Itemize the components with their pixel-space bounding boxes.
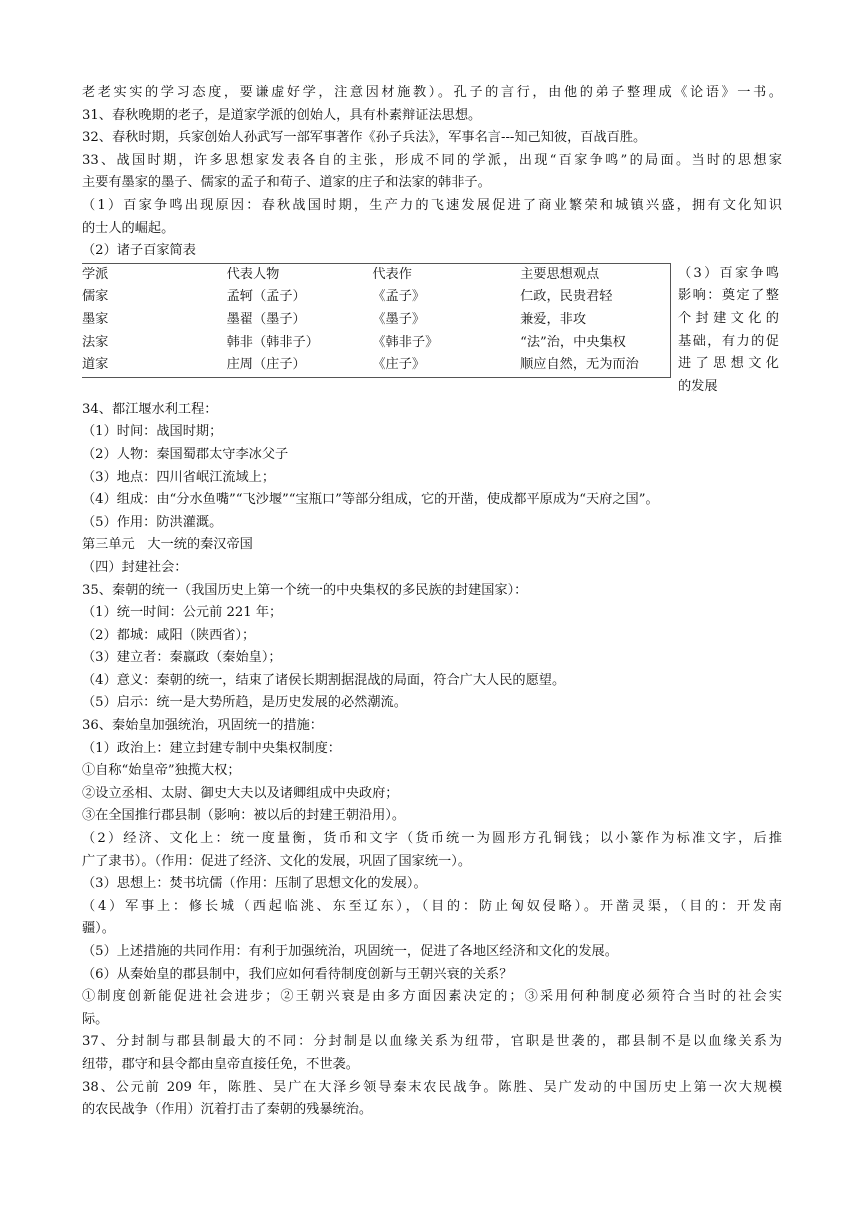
text-line: （2）人物：秦国蜀郡太守李冰父子	[82, 446, 289, 462]
table-cell: 儒家	[82, 289, 109, 305]
text-line: 38、公元前 209 年，陈胜、吴广在大泽乡领导秦末农民战争。陈胜、吴广发动的中国历史上第一次大规模	[82, 1079, 782, 1095]
text-block-top	[82, 82, 782, 263]
side-note-line: （3）百家争鸣	[678, 265, 779, 281]
text-line: 老老实实的学习态度，要谦虚好学，注意因材施教）。孔子的言行，由他的弟子整理成《论语》一书。	[82, 85, 782, 100]
text-line: 际。	[82, 1011, 109, 1027]
text-line: 33、战国时期，许多思想家发表各自的主张，形成不同的学派，出现“百家争鸣”的局面。当时的思想家	[82, 152, 782, 168]
table-row	[82, 286, 671, 309]
side-note-line: 影响：奠定了整	[678, 288, 779, 304]
schools-table	[82, 263, 671, 378]
table-cell: 墨家	[82, 311, 109, 327]
text-line: ①自称“始皇帝”独揽大权；	[82, 763, 241, 779]
table-cell: “法”治，中央集权	[520, 334, 626, 350]
table-row	[82, 309, 671, 332]
text-line: 37、分封制与郡县制最大的不同：分封制是以血缘关系为纽带，官职是世袭的，郡县制不是以血缘关系为	[82, 1034, 782, 1050]
text-line: （3）地点：四川省岷江流域上；	[82, 469, 276, 485]
table-cell: 韩非（韩非子）	[226, 334, 319, 350]
text-line: （四）封建社会：	[82, 559, 188, 575]
table-cell: 《墨子》	[372, 311, 426, 327]
text-line: 疆）。	[82, 921, 115, 937]
side-note-line: 的发展	[678, 378, 718, 394]
text-line: 34、都江堰水利工程：	[82, 401, 218, 417]
text-line: （3）建立者：秦嬴政（秦始皇）；	[82, 650, 282, 666]
unit-heading: 第三单元 大一统的秦汉帝国	[82, 537, 253, 553]
text-line: 纽带，郡守和县令都由皇帝直接任免，不世袭。	[82, 1056, 359, 1072]
table-cell: 《庄子》	[372, 357, 426, 373]
text-line: ③在全国推行郡县制（影响：被以后的封建王朝沿用）。	[82, 808, 406, 824]
table-header-cell: 代表人物	[226, 266, 280, 282]
table-cell: 兼爱，非攻	[520, 311, 587, 327]
text-line: （2）诸子百家简表	[82, 243, 196, 259]
text-line: 32、春秋时期，兵家创始人孙武写一部军事著作《孙子兵法》，军事名言---知己知彼，百战百胜。	[82, 130, 647, 146]
table-row	[82, 354, 671, 377]
text-line: 广了隶书）。（作用：促进了经济、文化的发展，巩固了国家统一）。	[82, 853, 472, 869]
text-line: 的农民战争（作用）沉着打击了秦朝的残暴统治。	[82, 1102, 373, 1118]
table-header-cell: 主要思想观点	[520, 266, 600, 282]
text-line: 的士人的崛起。	[82, 220, 175, 236]
text-line: （2）经济、文化上：统一度量衡，货币和文字（货币统一为圆形方孔铜钱；以小篆作为标准文字，后推	[82, 831, 782, 847]
text-line: （1）政治上：建立封建专制中央集权制度：	[82, 740, 341, 756]
text-line: 31、春秋晚期的老子，是道家学派的创始人，具有朴素辩证法思想。	[82, 107, 482, 123]
text-line: （3）思想上：焚书坑儒（作用：压制了思想文化的发展）。	[82, 876, 427, 892]
table-cell: 法家	[82, 334, 109, 350]
document-page	[82, 82, 782, 1122]
text-line: （2）都城：咸阳（陕西省）；	[82, 627, 256, 643]
table-cell: 庄周（庄子）	[226, 357, 306, 373]
text-line: 主要有墨家的墨子、儒家的孟子和荀子、道家的庄子和法家的韩非子。	[82, 175, 491, 191]
side-note-line: 个封建文化的	[678, 310, 779, 326]
table-cell: 《韩非子》	[372, 334, 439, 350]
table-header-row	[82, 263, 671, 286]
side-note-line: 基础，有力的促	[678, 333, 779, 349]
text-line: 35、秦朝的统一（我国历史上第一个统一的中央集权的多民族的封建国家）：	[82, 582, 528, 598]
text-line: ②设立丞相、太尉、御史大夫以及诸卿组成中央政府；	[82, 785, 399, 801]
text-line: （1）统一时间：公元前 221 年；	[82, 605, 283, 621]
table-cell: 顺应自然，无为而治	[520, 357, 639, 373]
table-header-cell: 学派	[82, 266, 109, 282]
text-line: 36、秦始皇加强统治，巩固统一的措施：	[82, 718, 323, 734]
table-cell: 《孟子》	[372, 289, 426, 305]
text-line: （1）百家争鸣出现原因：春秋战国时期，生产力的飞速发展促进了商业繁荣和城镇兴盛，拥有文化知识	[82, 197, 782, 213]
text-line: （5）作用：防洪灌溉。	[82, 514, 223, 530]
table-header-cell: 代表作	[372, 266, 412, 282]
text-line: （5）上述措施的共同作用：有利于加强统治，巩固统一，促进了各地区经济和文化的发展。	[82, 944, 618, 959]
text-line: （6）从秦始皇的郡县制中，我们应如何看待制度创新与王朝兴衰的关系？	[82, 966, 513, 982]
table-cell: 道家	[82, 357, 109, 373]
text-line: （5）启示：统一是大势所趋，是历史发展的必然潮流。	[82, 695, 407, 711]
text-line: ①制度创新能促进社会进步；②王朝兴衰是由多方面因素决定的；③采用何种制度必须符合当时的社会实	[82, 989, 782, 1005]
schools-table-section	[82, 263, 782, 399]
text-line: （1）时间：战国时期；	[82, 424, 223, 440]
side-note	[678, 263, 779, 399]
text-line: （4）组成：由“分水鱼嘴”“飞沙堰”“宝瓶口”等部分组成，它的开凿，使成都平原成为“天府之国”。	[82, 492, 659, 508]
text-line: （4）意义：秦朝的统一，结束了诸侯长期割据混战的局面，符合广大人民的愿望。	[82, 672, 566, 688]
table-cell: 仁政，民贵君轻	[520, 289, 613, 305]
text-block-bottom	[82, 399, 782, 1122]
table-cell: 孟轲（孟子）	[226, 289, 306, 305]
side-note-line: 进了思想文化	[678, 356, 779, 372]
text-line: （4）军事上：修长城（西起临洮、东至辽东），（目的：防止匈奴侵略）。开凿灵渠，（目的：开发南	[82, 898, 782, 914]
table-row	[82, 332, 671, 355]
table-cell: 墨翟（墨子）	[226, 311, 306, 327]
